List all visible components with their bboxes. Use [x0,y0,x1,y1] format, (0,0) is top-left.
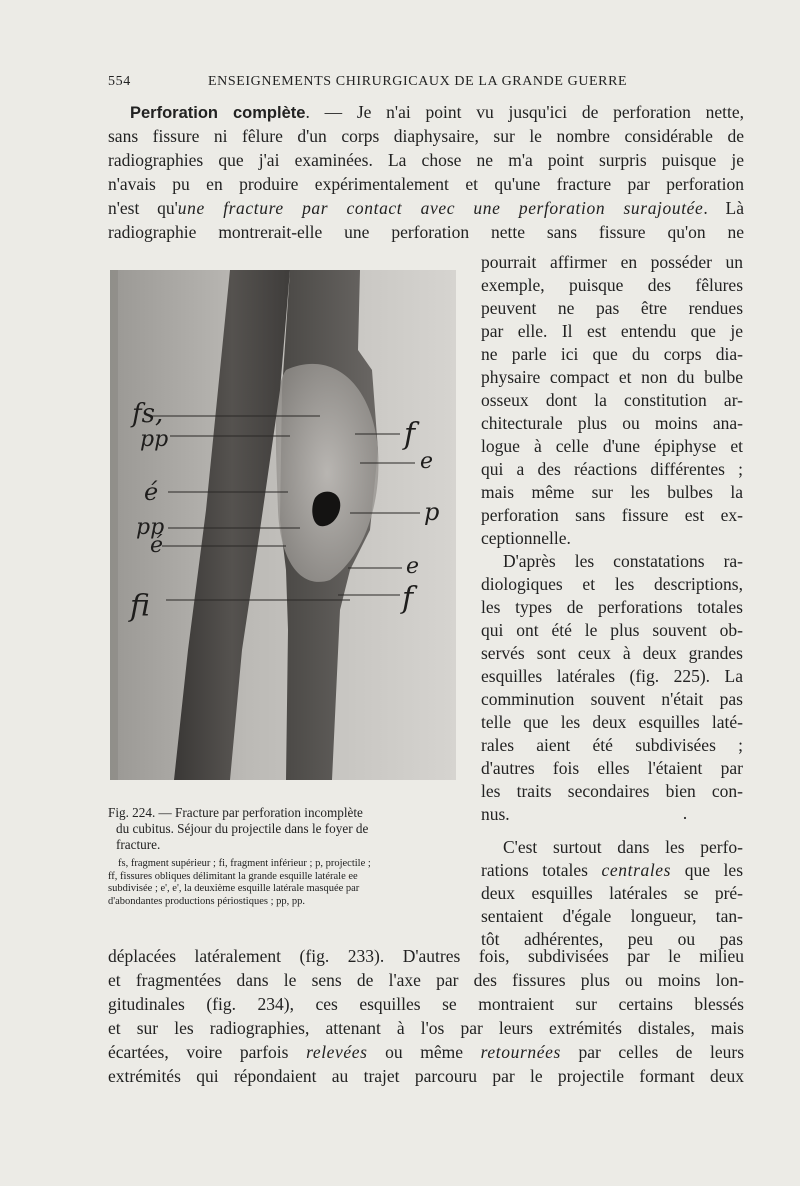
column-line: mais même sur les bulbes la [481,482,743,502]
caption-line: Fig. 224. — Fracture par perforation incomplète [108,805,363,820]
bottom-line-text: ou même [367,1042,481,1062]
column-line: C'est surtout dans les perfo- [503,837,743,857]
label-f-upper: f [404,417,416,452]
column-line: comminution souvent n'était pas [481,689,743,709]
radiograph-figure [110,270,456,790]
label-e-prime-lower: é [150,533,164,558]
legend-line: ff, fissures obliques délimitant la grande esquille latérale ee [108,870,358,882]
column-line: par elle. Il est entendu que je [481,321,743,341]
italic-phrase: une fracture par contact avec une perforation surajoutée [177,198,704,218]
page-header [108,72,744,94]
label-e-lower: e [406,554,420,579]
bottom-line: déplacées latéralement (fig. 233). D'autres fois, subdivisées par le milieu [108,946,744,966]
column-line: perforation sans fissure est ex- [481,505,743,525]
column-line: tôt adhérentes, peu ou pas [481,929,743,949]
stray-dot: · [682,808,688,828]
italic-word: retournées [480,1042,561,1062]
column-line: ne parle ici que du corps dia- [481,344,743,364]
label-fs: fs, [132,399,164,429]
bottom-line [108,1040,744,1064]
column-line: d'autres fois elles l'étaient par [481,758,743,778]
column-line: physaire compact et non du bulbe [481,367,743,387]
column-line: chitecturale plus ou moins ana- [481,413,743,433]
column-line: D'après les constatations ra- [503,551,743,571]
intro-line: n'avais pu en produire expérimentalement et qu'une fracture par perforation [108,174,744,194]
intro-paragraph [108,100,744,244]
intro-line: radiographies que j'ai examinées. La chose ne m'a point surpris puisque je [108,150,744,170]
column-line: nus. [481,804,510,824]
column-line [481,858,743,881]
column-line-text: rations totales [481,860,588,880]
column-line: rales aient été subdivisées ; [481,735,743,755]
bottom-line: extrémités qui répondaient au trajet parcouru par le projectile formant deux [108,1066,744,1086]
right-column-text [481,250,743,950]
legend-line: fs, fragment supérieur ; fi, fragment inférieur ; p, projectile ; [118,858,371,869]
column-line: telle que les deux esquilles laté- [481,712,743,732]
label-p: p [424,498,440,526]
intro-line: radiographie montrerait-elle une perforation nette sans fissure qu'on ne [108,222,744,242]
column-line: qui ont été le plus souvent ob- [481,620,743,640]
column-line: diologiques et les descriptions, [481,574,743,594]
bottom-paragraph [108,944,744,1088]
bottom-line-text: écartées, voire parfois [108,1042,307,1062]
label-e-upper: e [420,449,434,474]
intro-line-text: n'est qu' [108,198,178,218]
legend-line: subdivisée ; e', e', la deuxième esquille latérale masquée par [108,883,360,894]
italic-word: relevées [306,1042,368,1062]
label-fi: fi [130,589,151,624]
bottom-line: et fragmentées dans le sens de l'axe par des fissures plus ou moins lon- [108,970,744,990]
column-line: exemple, puisque des fêlures [481,275,743,295]
intro-line [108,196,744,220]
intro-line [108,100,744,124]
section-heading: Perforation complète [130,104,306,122]
running-title: ENSEIGNEMENTS CHIRURGICAUX DE LA GRANDE GUERRE [208,74,628,89]
column-line: pourrait affirmer en posséder un [481,252,743,272]
column-line: ceptionnelle. [481,528,571,548]
column-line: esquilles latérales (fig. 225). La [481,666,743,686]
intro-line-text: . — Je n'ai point vu jusqu'ici de perforation nette, [305,102,744,122]
column-line: peuvent ne pas être rendues [481,298,743,318]
intro-line-text: . Là [703,198,744,218]
label-f-lower: f [402,581,414,616]
column-line: servés sont ceux à deux grandes [481,643,743,663]
column-line-text: que les [684,860,743,880]
bottom-line-text: par celles de leurs [560,1042,744,1062]
column-line: deux esquilles latérales se pré- [481,883,743,903]
italic-word: centrales [601,860,672,880]
column-line: logue à celle d'une épiphyse et [481,436,743,456]
caption-line: du cubitus. Séjour du projectile dans le foyer de [116,821,369,836]
figure-legend [108,858,460,908]
column-line: sentaient d'égale longueur, tan- [481,906,743,926]
bottom-line: gitudinales (fig. 234), ces esquilles se montraient sur certains blessés [108,994,744,1014]
radiograph-image [110,270,456,790]
label-pp-upper: pp [140,427,169,452]
column-line: osseux dont la constitution ar- [481,390,743,410]
intro-line: sans fissure ni fêlure d'un corps diaphysaire, sur le nombre considérable de [108,126,744,146]
column-line: les types de perforations totales [481,597,743,617]
column-line: les traits secondaires bien con- [481,781,743,801]
page-number: 554 [108,74,131,89]
column-line: qui a des réactions différentes ; [481,459,743,479]
figure-caption [108,805,460,853]
bottom-line: et sur les radiographies, attenant à l'os par leurs extrémités distales, mais [108,1018,744,1038]
label-pp-lower: pp [136,515,165,540]
label-e-prime-upper: é [144,478,159,506]
caption-line: fracture. [116,837,161,852]
legend-line: d'abondantes productions périostiques ; pp, pp. [108,895,305,907]
